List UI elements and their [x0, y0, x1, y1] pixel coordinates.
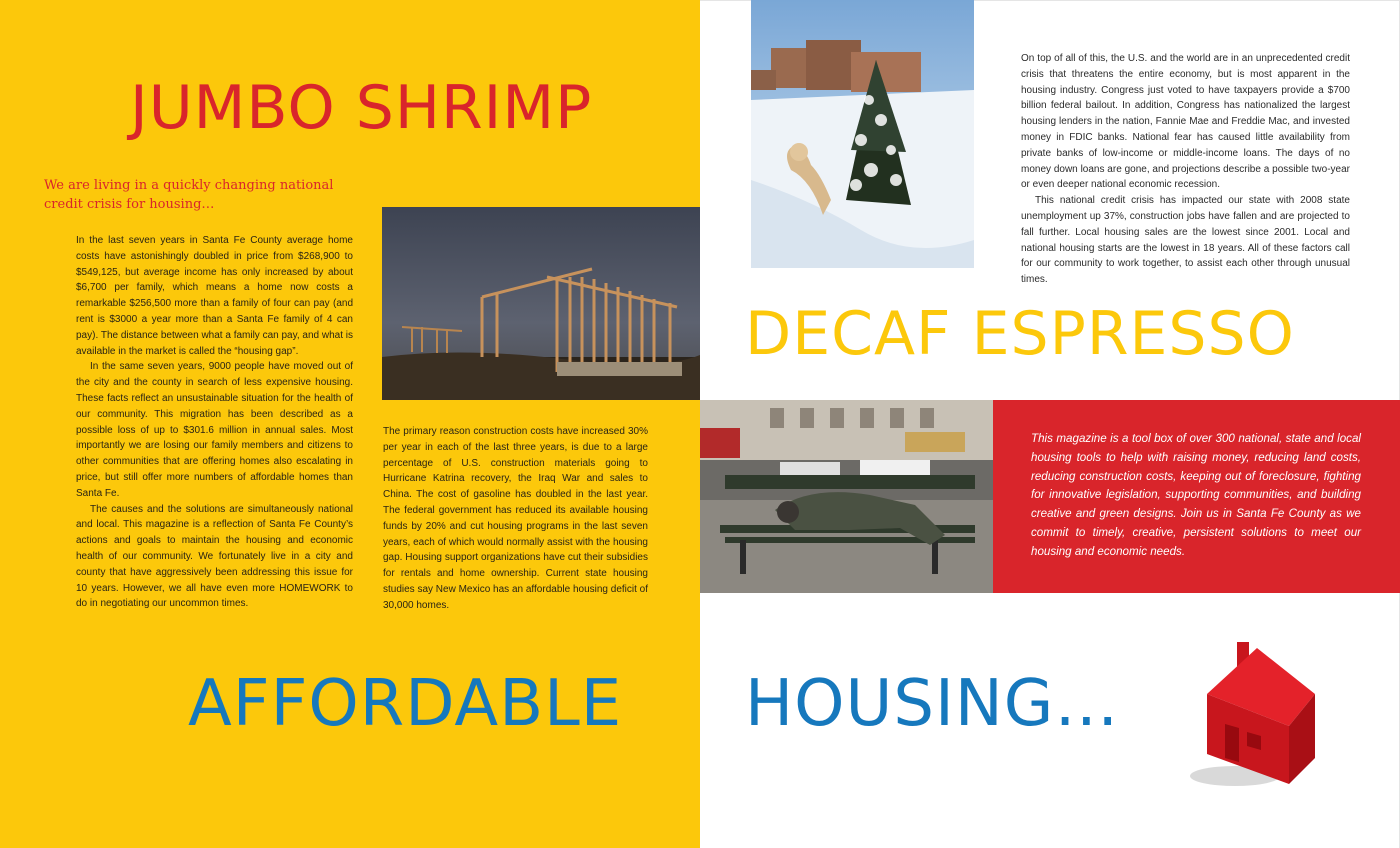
red-house-icon: [1185, 636, 1335, 796]
article-column-1: [76, 233, 353, 612]
headline-affordable: AFFORDABLE: [188, 667, 623, 741]
headline-decaf-espresso: DECAF ESPRESSO: [745, 299, 1295, 369]
snowy-pueblo-dog-photo: [751, 0, 974, 268]
callout-text: This magazine is a tool box of over 300 national, state and local housing tools to help with raising money, reducing land costs, reducing construction costs, keeping out of foreclosure, fighting for innovative legislation, supporting communities, and building creative and green designs. Join us in Santa Fe County as we commit to timely, creative, persistent solutions to meet our housing and economic needs.: [1031, 432, 1361, 558]
construction-framing-photo: [382, 207, 700, 400]
article-column-2: [383, 424, 648, 614]
column1-paragraph-1: In the last seven years in Santa Fe County average home costs have astonishingly doubled in price from $268,900 to $549,125, but average income has only increased by about $6,700 per family, which means a home now costs a remarkable $256,500 more than a family of four can pay (and rent is $3000 a year more than a Santa Fe family of 4 can pay). The distance between what a family can pay, and what is available in the market is called the “housing gap”.: [76, 235, 354, 357]
headline-jumbo-shrimp: JUMBO SHRIMP: [130, 73, 593, 143]
article-column-3: [1021, 51, 1350, 288]
intro-text: We are living in a quickly changing national credit crisis for housing…: [44, 178, 334, 212]
column1-paragraph-2: In the same seven years, 9000 people have moved out of the city and the county in search of less expensive housing. These facts reflect an unsustainable situation for the health of our community. This migration has been described as a possible loss of up to $301.6 million in annual sales. Most importantly we are losing our family members and citizens to other communities that are offering homes also escalating in price, but still offer more numbers of affordable homes than Santa Fe.: [76, 361, 353, 499]
column3-paragraph-1: On top of all of this, the U.S. and the world are in an unprecedented credit crisis that threatens the entire economy, but is most apparent in the housing industry. Congress just voted to have taxpayers provide a $700 billion federal bailout. In addition, Congress has nationalized the largest housing lenders in the nation, Fannie Mae and Freddie Mac, and invested money in FDIC banks. National fear has caused little availability from private banks of low-income or middle-income loans. The days of no money down loans are gone, and projections describe a possible two-year or even deeper national economic recession.: [1021, 53, 1350, 191]
column3-paragraph-2: This national credit crisis has impacted our state with 2008 state unemployment up 37%, construction jobs have fallen and are projected to fall further. Local housing sales are the lowest since 2001. Local and national housing starts are the lowest in 18 years. All of these factors call for our community to work together, to assist each other through unusual times.: [1021, 195, 1350, 286]
column1-paragraph-3: The causes and the solutions are simultaneously national and local. This magazine is a reflection of Santa Fe County’s actions and goals to maintain the housing and economic health of our community. We fortunately live in a city and county that have aggressively been addressing this issue for 10 years. However, we all have even more HOMEWORK to do in negotiating our uncommon times.: [76, 503, 353, 610]
column2-paragraph-1: The primary reason construction costs have increased 30% per year in each of the last three years, is due to a large percentage of U.S. construction materials going to Hurricane Katrina recovery, the Iraq War and sales to China. The cost of gasoline has doubled in the last year. The federal government has reduced its available housing funds by 20% and cut housing programs in the last seven years, each of which would normally assist with the housing gap. Housing support organizations have cut their subsidies for rentals and home ownership. Current state housing studies say New Mexico has an affordable housing deficit of 30,000 homes.: [383, 426, 648, 611]
callout-box: [993, 400, 1400, 593]
headline-housing: HOUSING…: [745, 667, 1120, 741]
person-on-bench-photo: [700, 400, 993, 593]
